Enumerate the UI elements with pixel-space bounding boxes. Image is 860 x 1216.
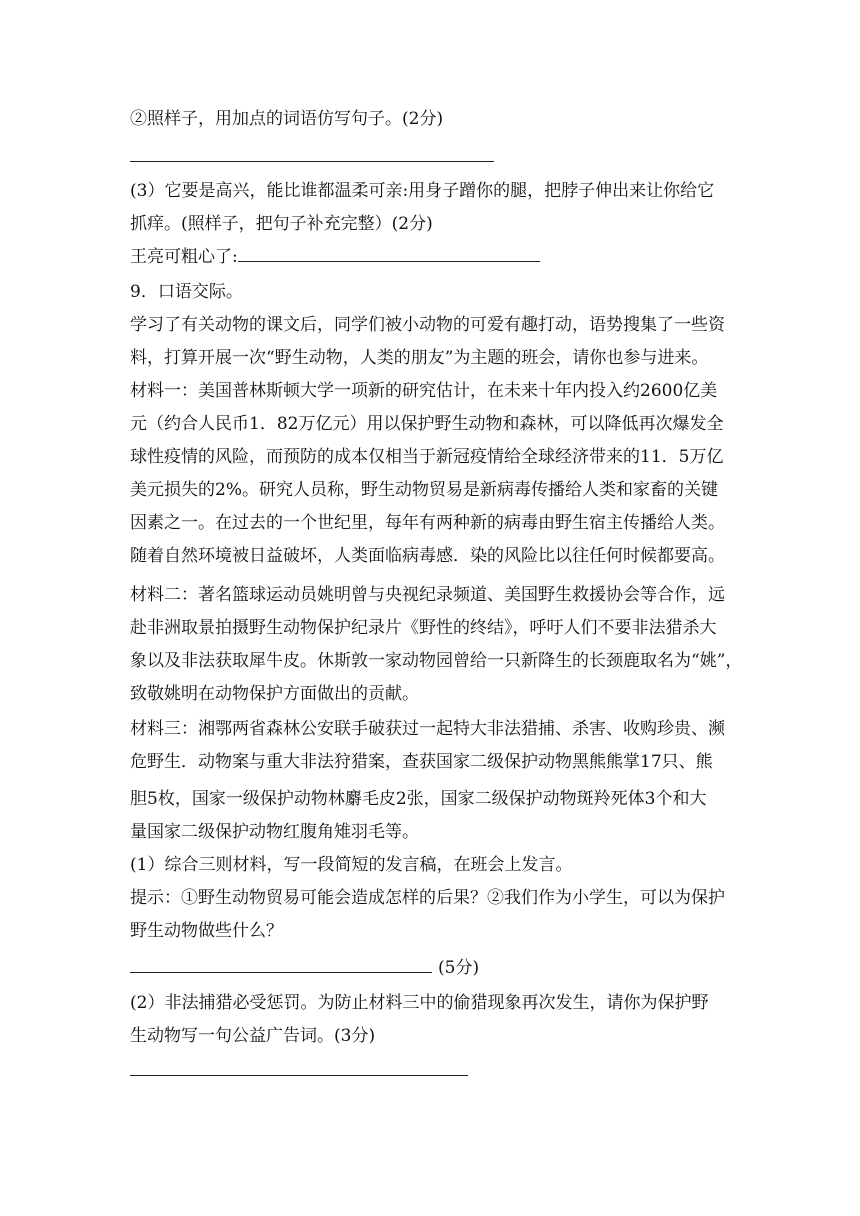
intro-line-1: 学习了有关动物的课文后，同学们被小动物的可爱有趣打动，语势搜集了一些资 (130, 315, 725, 335)
material-1-line-6: 随着自然环境被日益破坏，人类面临病毒感．染的风险比以往任何时候都要高。 (130, 546, 725, 566)
material-2-line-1: 材料二：著名篮球运动员姚明曾与央视纪录频道、美国野生救援协会等合作，远 (130, 585, 725, 605)
question-9-1-points: (5分) (438, 958, 480, 978)
question-8-3-prompt-line-2: 抓痒。(照样子，把句子补充完整）(2分) (130, 214, 433, 234)
intro-line-2: 料，打算开展一次“野生动物，人类的朋友”为主题的班会，请你也参与进来。 (130, 348, 709, 368)
question-9-1-hint-line-2: 野生动物做些什么？ (130, 921, 283, 941)
answer-line-8-2[interactable] (130, 161, 494, 162)
material-3-line-4: 量国家二级保护动物红腹角雉羽毛等。 (130, 822, 419, 842)
material-3-line-1: 材料三：湘鄂两省森林公安联手破获过一起特大非法猎捕、杀害、收购珍贵、濒 (130, 719, 725, 739)
question-9-1-prompt: (1）综合三则材料，写一段简短的发言稿，在班会上发言。 (130, 855, 573, 875)
question-9-2-prompt-line-1: (2）非法捕猎必受惩罚。为防止材料三中的偷猎现象再次发生，请你为保护野 (130, 993, 709, 1013)
material-1-line-2: 元（约合人民币1．82万亿元）用以保护野生动物和森林，可以降低再次爆发全 (130, 414, 724, 434)
material-1-line-3: 球性疫情的风险，而预防的成本仅相当于新冠疫情给全球经济带来的11．5万亿 (130, 447, 724, 467)
question-8-2-prompt: ②照样子，用加点的词语仿写句子。(2分) (130, 109, 444, 129)
answer-line-9-2[interactable] (130, 1075, 468, 1076)
answer-line-9-1[interactable] (130, 971, 432, 973)
question-9-1-answer-row (130, 957, 479, 979)
answer-line-8-3[interactable] (238, 260, 540, 262)
material-1-line-5: 因素之一。在过去的一个世纪里，每年有两种新的病毒由野生宿主传播给人类。 (130, 513, 725, 533)
material-3-line-2: 危野生．动物案与重大非法狩猎案，查获国家二级保护动物黑熊熊掌17只、熊 (130, 752, 713, 772)
question-8-3-prompt-line-1: (3）它要是高兴，能比谁都温柔可亲:用身子蹭你的腿，把脖子伸出来让你给它 (130, 181, 715, 201)
question-9-1-hint-line-1: 提示：①野生动物贸易可能会造成怎样的后果？②我们作为小学生，可以为保护 (130, 888, 725, 908)
question-9-2-prompt-line-2: 生动物写一句公益广告词。(3分) (130, 1026, 376, 1046)
material-1-line-4: 美元损失的2%。研究人员称，野生动物贸易是新病毒传播给人类和家畜的关键 (130, 480, 718, 500)
question-8-3-answer-row (130, 246, 540, 268)
material-1-line-1: 材料一：美国普林斯顿大学一项新的研究估计，在未来十年内投入约2600亿美 (130, 381, 718, 401)
question-9-title: 9．口语交际。 (130, 282, 243, 302)
material-2-line-3: 象以及非法获取犀牛皮。休斯敦一家动物园曾给一只新降生的长颈鹿取名为“姚”， (130, 651, 743, 671)
material-2-line-2: 赴非洲取景拍摄野生动物保护纪录片《野性的终结》，呼吁人们不要非法猎杀大 (130, 618, 717, 638)
material-2-line-4: 致敬姚明在动物保护方面做出的贡献。 (130, 684, 419, 704)
question-8-3-stem: 王亮可粗心了: (130, 247, 238, 267)
material-3-line-3: 胆5枚，国家一级保护动物林麝毛皮2张，国家二级保护动物斑羚死体3个和大 (130, 789, 707, 809)
